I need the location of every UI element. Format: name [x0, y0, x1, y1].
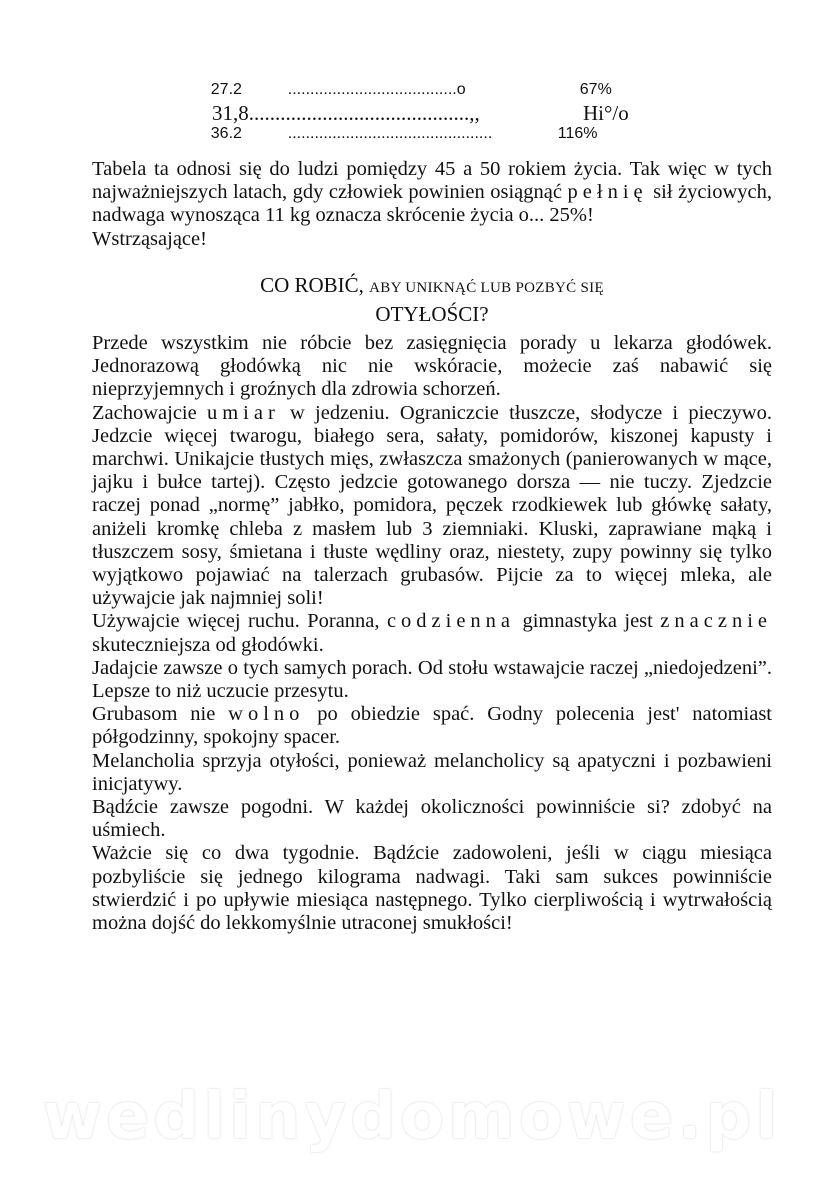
watermark: wedlinydomowe.pl	[42, 1080, 782, 1154]
table-row-1-value: 27.2	[210, 81, 242, 98]
paragraph-advice-mealtimes: Jadajcie zawsze o tych samych porach. Od stołu wstawajcie raczej „niedojedzeni”. Lepsze to niż uczucie przesytu.	[92, 656, 772, 703]
main-text	[92, 332, 772, 935]
paragraph-advice-cheerful: Bądźcie zawsze pogodni. W każdej okoliczności powinniście si? zdobyć na uśmiech.	[92, 796, 772, 842]
table-row-3: 36.2	[210, 125, 242, 142]
table-row-1-percent: 67%	[579, 81, 612, 98]
section-heading-line-2: OTYŁOŚCI?	[375, 302, 489, 326]
paragraph-advice-moderation: Zachowajcie umiar w jedzeniu. Ograniczcie tłuszcze, słodycze i pieczywo. Jedzcie więcej twarogu, białego sera, sałaty, pomidorów, kiszonej kapusty i marchwi. Unikajcie tłustych mięs, zwłaszcza smażonych (panierowanych w mące, jajku i bułce tartej). Często jedzcie gotowanego dorsza — nie tuczy. Zjedzcie raczej ponad „normę” jabłko, pomidora, pęczek rzodkiewek lub główkę sałaty, aniżeli kromkę chleba z masłem lub 3 ziemniaki. Kluski, zaprawiane mąką i tłuszczem sosy, śmietana i tłuste wędliny oraz, niestety, zupy powinny się tylko wyjątkowo pojawiać na talerzach grubasów. Pijcie za to więcej mleka, ale używajcie jak najmniej soli!	[92, 401, 772, 610]
table-row-3-dots: ..............................................	[287, 125, 493, 142]
section-heading-line-1: CO ROBIĆ, ABY UNIKNĄĆ LUB POZBYĆ SIĘ	[260, 273, 604, 297]
intro-paragraph: Tabela ta odnosi się do ludzi pomiędzy 45 a 50 rokiem życia. Tak więc w tych najważniejszych latach, gdy człowiek powinien osiągnąć pełnię sił życiowych, nadwaga wynosząca 11 kg oznacza skrócenie życia o... 25%!	[92, 158, 772, 227]
table-row-3-percent: 116%	[557, 125, 598, 142]
table-row-1-dots: ......................................o	[287, 81, 466, 98]
table-row-2-percent: Hi°/o	[583, 101, 629, 125]
intro-exclamation: Wstrząsające!	[92, 227, 207, 250]
paragraph-advice-doctor: Przede wszystkim nie róbcie bez zasięgnięcia porady u lekarza głodówek. Jednorazową głodówką nic nie wskóracie, możecie zaś nabawić się nieprzyjemnych i groźnych dla zdrowia schorzeń.	[92, 332, 772, 401]
paragraph-advice-sleep: Grubasom nie wolno po obiedzie spać. Godny polecenia jest' natomiast półgodzinny, spokojny spacer.	[92, 703, 772, 749]
table-row-2: 31,8..........................................,,	[212, 101, 480, 125]
paragraph-advice-exercise: Używajcie więcej ruchu. Poranna, codzienna gimnastyka jest znacznie skuteczniejsza od głodówki.	[92, 610, 772, 656]
paragraph-advice-melancholy: Melancholia sprzyja otyłości, ponieważ melancholicy są apatyczni i pozbawieni inicjatywy.	[92, 749, 772, 795]
paragraph-advice-weighing: Ważcie się co dwa tygodnie. Bądźcie zadowoleni, jeśli w ciągu miesiąca pozbyliście się jednego kilograma nadwagi. Taki sam sukces powinniście stwierdzić i po upływie miesiąca następnego. Tylko cierpliwością i wytrwałością można dojść do lekkomyślnie utraconej smukłości!	[92, 842, 772, 935]
intro-text	[92, 158, 772, 251]
section-heading	[92, 272, 772, 327]
